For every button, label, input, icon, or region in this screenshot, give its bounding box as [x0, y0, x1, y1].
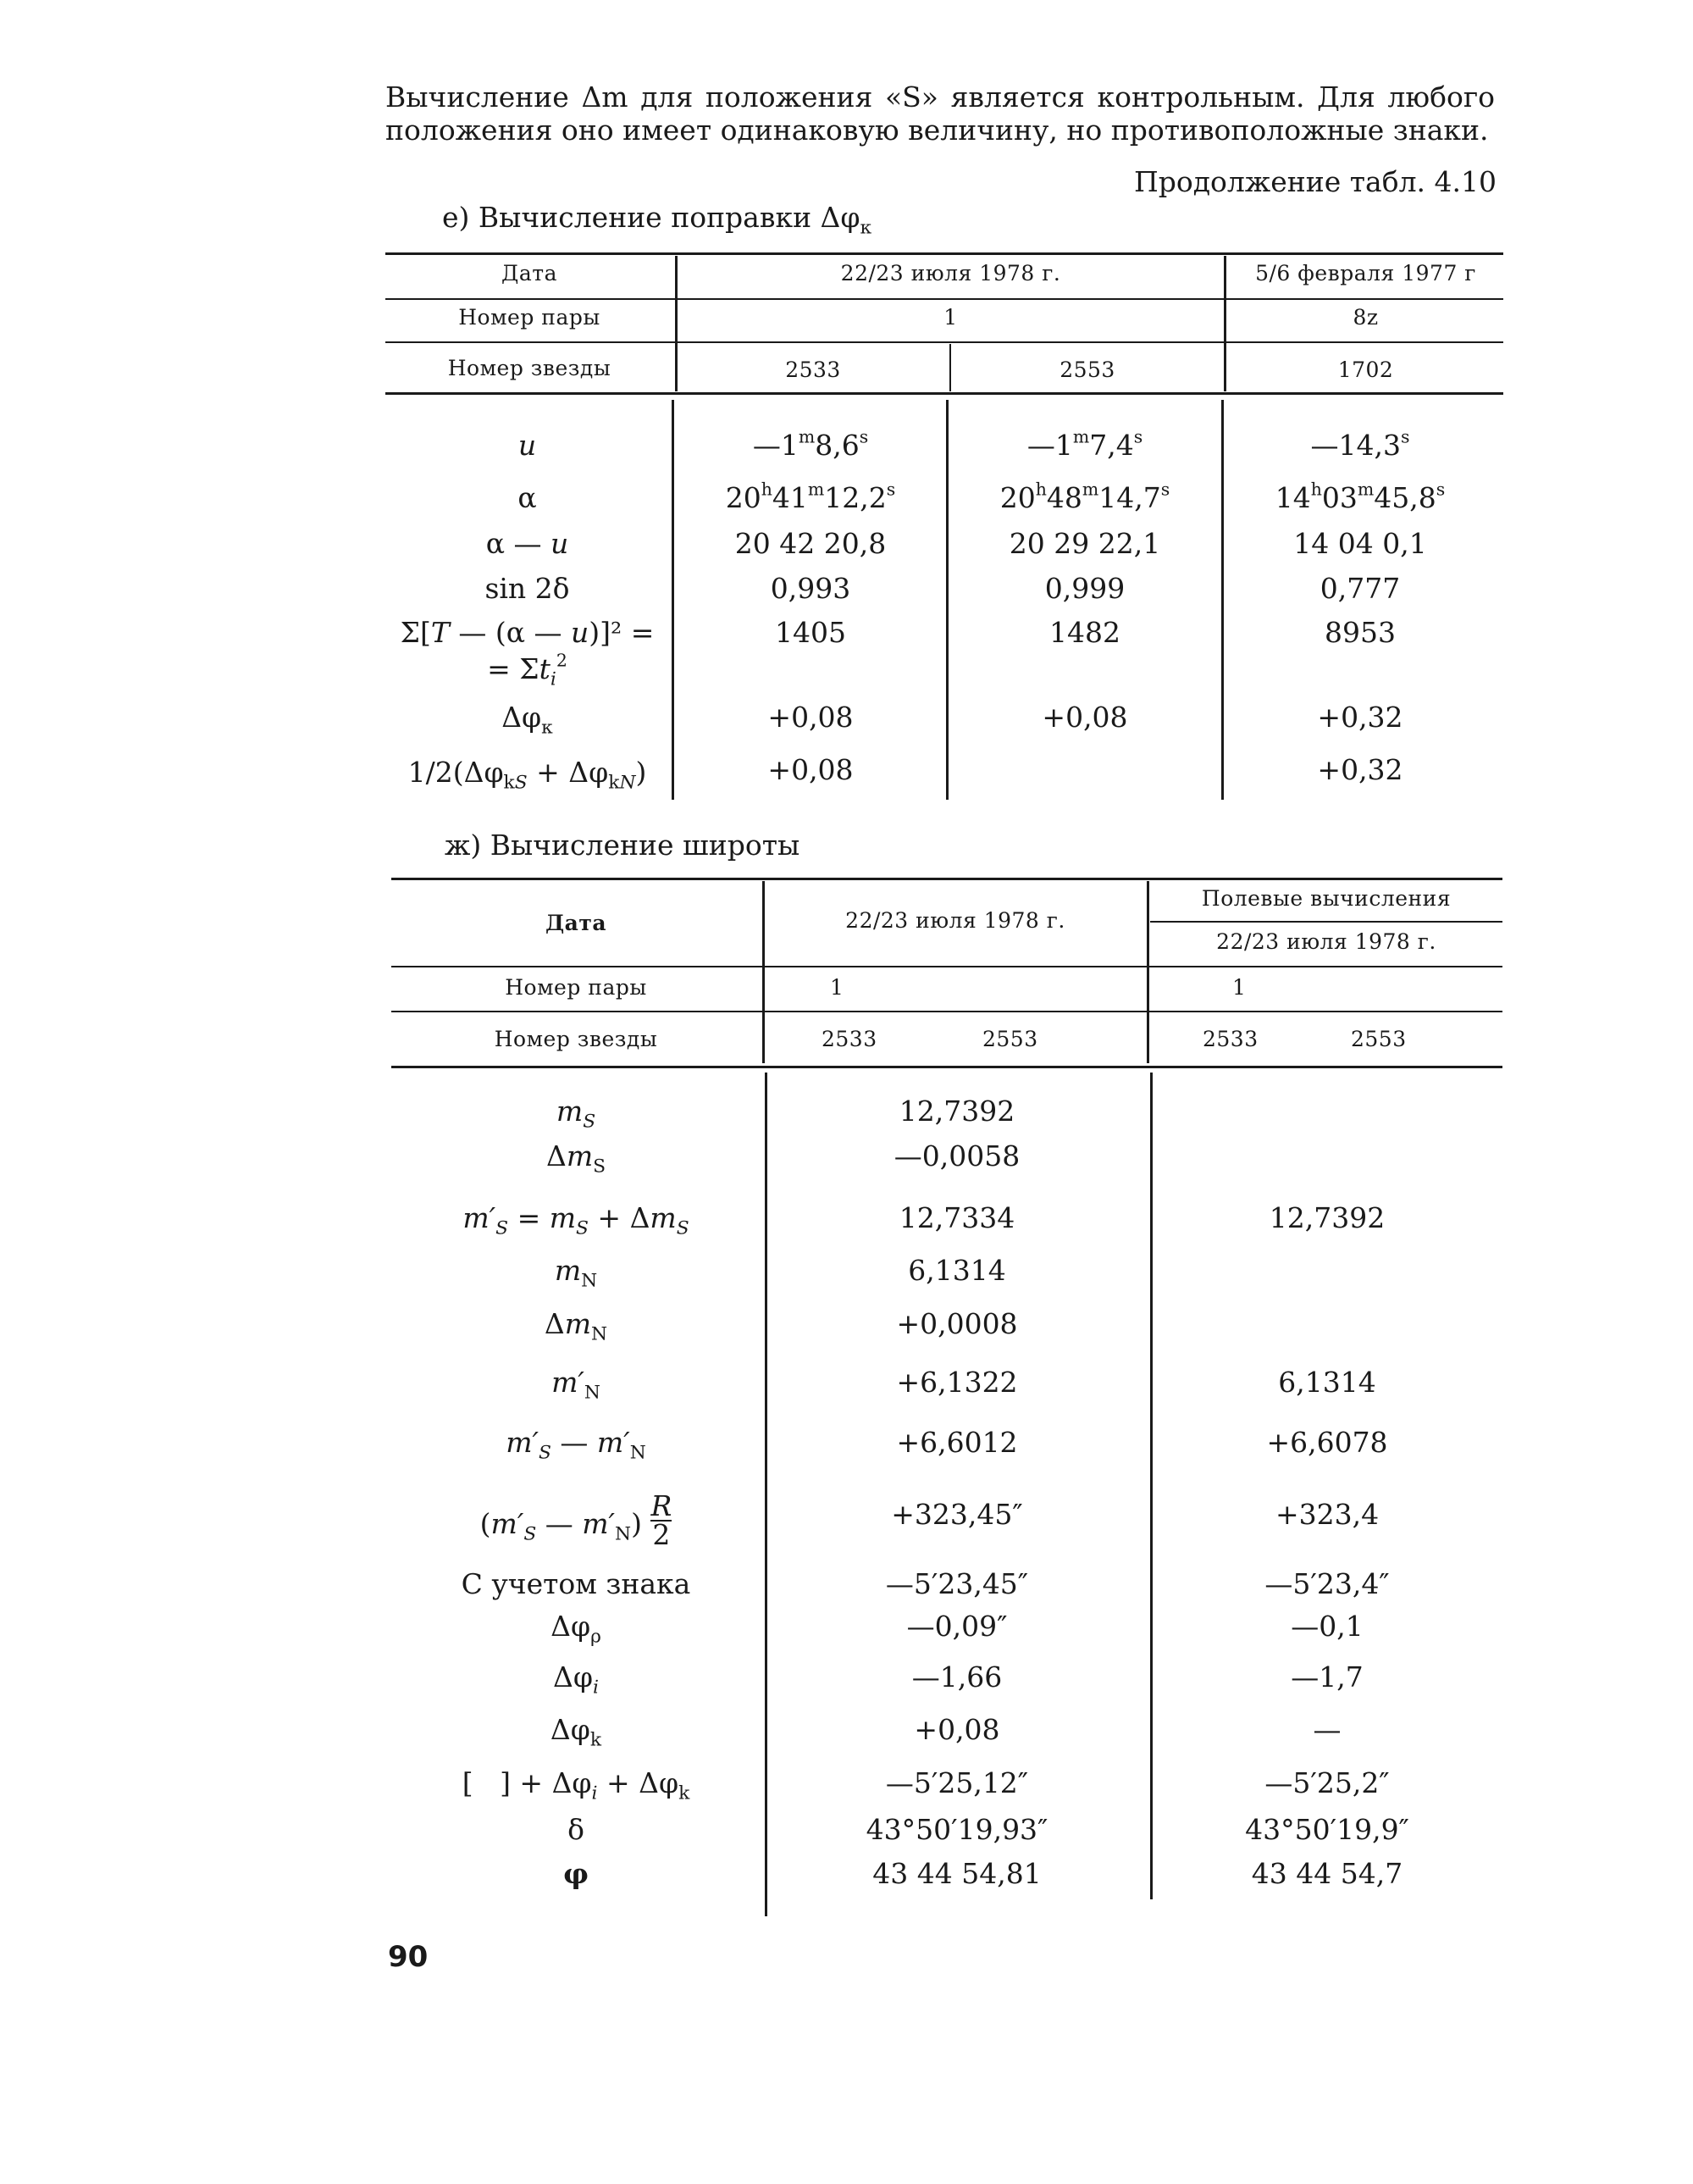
intro-paragraph — [385, 80, 1495, 147]
row-label-diff-R: ($m'_S$ — $m'_N$) $\frac{R}{2}$ — [479, 1489, 672, 1551]
section-zh-title: ж) Вычисление широты — [445, 829, 800, 862]
cell: 14 04 0,1 — [1293, 527, 1427, 560]
table-e-vrule — [946, 400, 949, 800]
header-date-2: 22/23 июля 1978 г. — [1216, 929, 1436, 954]
row-label-sin2delta: sin 2δ — [484, 572, 570, 605]
cell: +6,6012 — [896, 1426, 1018, 1459]
cell: —1,66 — [911, 1660, 1003, 1693]
section-e-title — [442, 201, 872, 239]
header-date-1: 22/23 июля 1978 г. — [840, 261, 1061, 285]
header-star: 1702 — [1337, 358, 1394, 382]
header-date-1: 22/23 июля 1978 г. — [845, 908, 1065, 933]
table-e-vrule — [1221, 400, 1224, 800]
table-e-vrule — [949, 344, 951, 391]
row-label-phi: φ — [563, 1857, 589, 1890]
cell: — — [1313, 1713, 1342, 1746]
row-label-dphi-rho: $\Delta\varphi_\rho$ — [551, 1610, 601, 1648]
row-label-mS: $m_S$ — [556, 1095, 596, 1133]
cell: 0,777 — [1320, 572, 1401, 605]
page-number: 90 — [388, 1940, 429, 1974]
header-date-label: Дата — [545, 911, 607, 935]
table-zh-rule — [391, 1011, 1502, 1012]
row-label-mN: $m_N$ — [554, 1254, 598, 1292]
table-continuation-caption: Продолжение табл. 4.10 — [1133, 165, 1497, 198]
table-e-top-rule — [385, 252, 1503, 255]
row-label-dphi-k: $\Delta\varphi_k$ — [550, 1713, 602, 1751]
cell: 0,993 — [770, 572, 851, 605]
cell: 43 44 54,7 — [1251, 1857, 1403, 1890]
header-star: 2553 — [1060, 358, 1115, 382]
row-label-sum-corr: [ ] + $\Delta\varphi_i + \Delta\varphi_k$ — [462, 1766, 690, 1804]
row-label-dmS: $\Delta m_S$ — [545, 1139, 606, 1178]
row-label-sum: Σ[T — (α — u)]² = — [400, 616, 655, 649]
table-e-vrule — [672, 400, 674, 800]
row-label-dmN: $\Delta m_N$ — [544, 1307, 608, 1345]
header-date-2: 5/6 февраля 1977 г — [1255, 261, 1476, 285]
cell: +6,6078 — [1266, 1426, 1388, 1459]
table-e-header-bottom-rule — [385, 392, 1503, 395]
row-label-mN-prime: $m'_N$ — [551, 1366, 600, 1404]
header-star-label: Номер звезды — [494, 1027, 658, 1051]
header-star: 2553 — [982, 1027, 1038, 1051]
cell: 8953 — [1325, 616, 1396, 649]
header-star: 2553 — [1351, 1027, 1407, 1051]
cell: 12,7392 — [899, 1095, 1015, 1128]
row-label-with-sign: С учетом знака — [461, 1567, 691, 1600]
cell: +323,4 — [1275, 1498, 1380, 1531]
cell: —0,09″ — [906, 1610, 1008, 1643]
cell: —5′25,12″ — [885, 1766, 1029, 1799]
cell: 12,7392 — [1269, 1201, 1386, 1234]
cell: 14$^h$03$^m$45,8$^s$ — [1275, 479, 1446, 514]
cell: +323,45″ — [891, 1498, 1023, 1531]
table-zh-rule — [1150, 921, 1502, 923]
table-e-rule — [385, 341, 1503, 343]
row-label-diff: $m'_S$ — $m'_N$ — [506, 1426, 646, 1464]
cell: 0,999 — [1044, 572, 1126, 605]
cell: —5′23,4″ — [1264, 1567, 1390, 1600]
row-label-dphi-i: $\Delta\varphi_i$ — [553, 1660, 599, 1699]
row-label-u: u — [517, 429, 537, 462]
cell: 20$^h$48$^m$14,7$^s$ — [999, 479, 1170, 514]
row-label-delta: δ — [567, 1813, 584, 1846]
header-star: 2533 — [785, 358, 841, 382]
row-label-sum-cont: = $\Sigma t_i^2$ — [487, 650, 567, 690]
cell: 1405 — [775, 616, 846, 649]
cell: —5′25,2″ — [1264, 1766, 1390, 1799]
header-pair-2: 1 — [1232, 975, 1247, 1000]
cell: 6,1314 — [1278, 1366, 1376, 1399]
cell: 20 29 22,1 — [1009, 527, 1161, 560]
cell: 43°50′19,9″ — [1245, 1813, 1409, 1846]
cell: —1$^m$8,6$^s$ — [752, 426, 869, 462]
cell: —0,0058 — [894, 1139, 1021, 1172]
cell: —5′23,45″ — [885, 1567, 1029, 1600]
header-pair-1: 1 — [943, 305, 958, 330]
table-zh-vrule — [1147, 881, 1149, 1063]
cell: 43°50′19,93″ — [866, 1813, 1048, 1846]
table-zh-header-bottom-rule — [391, 1066, 1502, 1068]
cell: —1$^m$7,4$^s$ — [1026, 426, 1143, 462]
row-label-alpha: α — [517, 481, 537, 514]
header-pair-1: 1 — [830, 975, 844, 1000]
cell: +0,32 — [1317, 753, 1403, 786]
header-date-label: Дата — [501, 261, 557, 285]
cell: 6,1314 — [908, 1254, 1006, 1287]
row-label-dphi-k: $\Delta\varphi_к$ — [501, 701, 553, 739]
cell: +0,08 — [1042, 701, 1128, 734]
cell: 1482 — [1049, 616, 1120, 649]
row-label-half-sum: $1/2(\Delta\varphi_{kS} + \Delta\varphi_{kN})$ — [407, 756, 647, 794]
cell: +0,32 — [1317, 701, 1403, 734]
table-e-vrule — [1224, 256, 1226, 391]
table-zh-rule — [391, 966, 1502, 967]
cell: +0,08 — [767, 753, 854, 786]
header-pair-label: Номер пары — [505, 975, 647, 1000]
cell: 20$^h$41$^m$12,2$^s$ — [725, 479, 896, 514]
table-zh-top-rule — [391, 878, 1502, 880]
cell: +6,1322 — [896, 1366, 1018, 1399]
intro-line-1: Вычисление Δm для положения «S» является контрольным. Для любого — [385, 80, 1495, 114]
cell: +0,0008 — [896, 1307, 1018, 1340]
cell: +0,08 — [914, 1713, 1000, 1746]
intro-line-2: положения оно имеет одинаковую величину, но противоположные знаки. — [385, 114, 1489, 147]
table-e-rule — [385, 298, 1503, 300]
cell: +0,08 — [767, 701, 854, 734]
header-star: 2533 — [1203, 1027, 1259, 1051]
cell: 12,7334 — [899, 1201, 1015, 1234]
row-label-mS-prime: $m'_S = m_S + \Delta m_S$ — [462, 1201, 689, 1239]
header-pair-2: 8z — [1353, 305, 1379, 330]
header-star: 2533 — [822, 1027, 877, 1051]
cell: —1,7 — [1291, 1660, 1364, 1693]
section-e-title-text: е) Вычисление поправки $\Delta\varphi_к$ — [442, 201, 872, 239]
header-star-label: Номер звезды — [447, 356, 611, 380]
cell: 43 44 54,81 — [872, 1857, 1042, 1890]
header-field-label: Полевые вычисления — [1201, 886, 1452, 911]
cell: 20 42 20,8 — [734, 527, 887, 560]
row-label-alpha-minus-u: α — u — [485, 527, 569, 560]
cell: —14,3$^s$ — [1310, 426, 1410, 462]
cell: —0,1 — [1291, 1610, 1364, 1643]
header-pair-label: Номер пары — [458, 305, 600, 330]
